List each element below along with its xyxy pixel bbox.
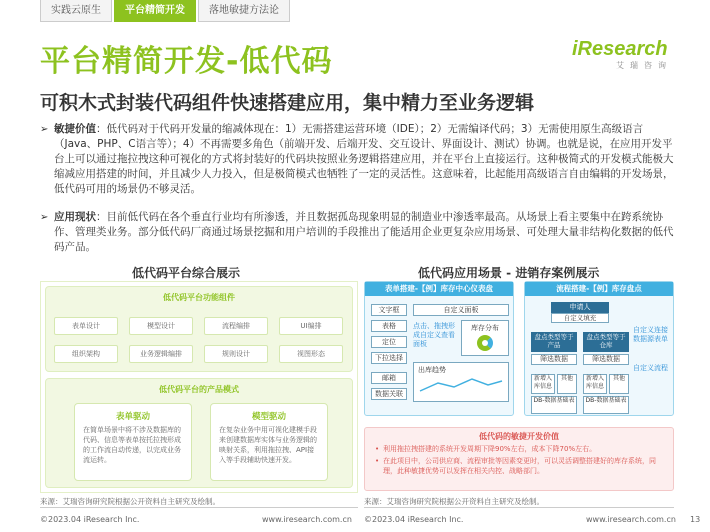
component-cell: 模型设计 [129, 317, 193, 335]
custom-panel-label: 自定义面板 [413, 304, 509, 316]
widget-item: 文字框 [371, 304, 407, 316]
form-scenario-head: 表单搭建-【例】库存中心仪表盘 [365, 282, 513, 296]
right-section-title: 低代码应用场景 - 进销存案例展示 [418, 266, 600, 280]
agile-value-head: 低代码的敏捷开发价值 [479, 432, 559, 441]
paragraph-status [40, 210, 674, 255]
other-node: 其他 [557, 374, 577, 394]
process-scenario [524, 281, 674, 416]
form-scenario [364, 281, 514, 416]
new-inbound-node: 新增入库信息 [531, 374, 555, 394]
outbound-trend-card [413, 362, 509, 402]
component-cell: 流程编排 [204, 317, 268, 335]
component-cell: UI编排 [279, 317, 343, 335]
footer-url[interactable]: www.iresearch.com.cn [586, 515, 676, 524]
widget-item: 定位 [371, 336, 407, 348]
arrow-icon: ➢ [40, 124, 49, 135]
page-subtitle: 可积木式封装代码组件快速搭建应用，集中精力至业务逻辑 [40, 92, 535, 114]
type-warehouse-node: 盘点类型等于仓库 [583, 332, 629, 352]
component-cell: 业务逻辑编排 [129, 345, 193, 363]
para1-bold: 敏捷价值 [54, 123, 96, 135]
footer-copyright: ©2023.04 iResearch Inc. [364, 515, 464, 524]
db-node: DB-数据基础表 [583, 396, 629, 414]
drag-note: 点击、拖拽形成自定义查看面板 [413, 322, 455, 348]
mode-desc: 在复杂业务中用可视化建模手段来创建数据库实体与业务逻辑的映射关系，利用拖拉拽、API接入等手段辅助快速开发。 [219, 426, 317, 464]
para2-bold: 应用现状 [54, 211, 96, 223]
left-source: 来源：艾瑞咨询研究院根据公开资料自主研究及绘制。 [40, 497, 220, 506]
component-cell: 组织架构 [54, 345, 118, 363]
arrow-icon: ➢ [40, 212, 49, 223]
footer-url[interactable]: www.iresearch.com.cn [262, 515, 352, 524]
product-modes-head: 低代码平台的产品模式 [159, 385, 239, 394]
form-driven-mode [74, 403, 192, 481]
filter-node: 筛选数据 [531, 354, 577, 365]
scenario-panel [364, 281, 674, 493]
agile-value-box [364, 427, 674, 491]
process-note: 自定义流程 [633, 364, 668, 372]
model-driven-mode [210, 403, 328, 481]
trend-line-icon [418, 375, 504, 395]
filter-node: 筛选数据 [583, 354, 629, 365]
footer-divider [364, 507, 674, 508]
tab-cloud-native[interactable]: 实践云原生 [40, 0, 112, 22]
para1-text: ：低代码对于代码开发量的缩减体现在：1）无需搭建运营环境（IDE）；2）无需编译代码；3）无需使用原生高级语言（Java、PHP、C语言等）；4）不再需要多角色（前端开发、后端开发、交互设计、界面设计、测试）协调。也就是说，在应用开发平台上可以通过拖拉拽这种可视化的方式将封装好的代码块按照业务逻辑搭建应用，并在平台上直接运行。这种极简式的开发模式能极大缩减应用搭建的时间，并且减少人力投入，但是极简模式也牺牲了一定的灵活性。这意味着，比起能用高级语言自由编辑的开发场景，低代码可用的场景仍不够灵活。 [54, 123, 674, 195]
type-product-node: 盘点类型等于产品 [531, 332, 577, 352]
tab-agile[interactable]: 落地敏捷方法论 [198, 0, 290, 22]
iresearch-logo [572, 38, 672, 78]
paragraph-agile-value [40, 122, 674, 197]
mode-title: 模型驱动 [251, 412, 286, 422]
product-modes-box [45, 378, 353, 488]
page-number: 13 [690, 515, 701, 524]
process-scenario-head: 流程搭建-【例】库存盘点 [525, 282, 673, 296]
agile-value-item: • 在此项目中，公司供应商、流程审批等因素变更时，可以灵活调整搭建好的库存系统，同理，此种敏捷优势可以发挥在相关内控、战略部门。 [365, 454, 673, 476]
mode-title: 表单驱动 [115, 412, 150, 422]
component-cell: 表单设计 [54, 317, 118, 335]
db-node: DB-数据基础表 [531, 396, 577, 414]
widget-item: 邮箱 [371, 372, 407, 384]
left-section-title: 低代码平台综合展示 [132, 266, 241, 280]
footer-divider [40, 507, 358, 508]
function-components-head: 低代码平台功能组件 [163, 293, 235, 302]
inventory-distribution-card [461, 320, 509, 356]
outbound-trend-label: 出库趋势 [418, 366, 446, 374]
agile-value-item: • 利用拖拉拽搭建的系统开发周期下降90%左右，成本下降70%左右。 [365, 442, 673, 454]
tab-lean-dev[interactable]: 平台精简开发 [114, 0, 196, 22]
other-node: 其他 [609, 374, 629, 394]
component-cell: 视图形态 [279, 345, 343, 363]
inventory-distribution-label: 库存分布 [471, 324, 499, 332]
donut-chart-icon [477, 335, 493, 351]
component-cell: 规则设计 [204, 345, 268, 363]
right-source: 来源：艾瑞咨询研究院根据公开资料自主研究及绘制。 [364, 497, 544, 506]
page-title: 平台精简开发-低代码 [40, 44, 333, 79]
widget-item: 数据关联 [371, 388, 407, 400]
logo-brand: iResearch [572, 38, 668, 60]
applicant-node: 申请人 [551, 302, 609, 313]
logo-sub: 艾瑞咨询 [616, 61, 672, 70]
function-components-box [45, 286, 353, 372]
new-inbound-node: 新增入库信息 [583, 374, 607, 394]
para2-text: ：目前低代码在各个垂直行业均有所渗透，并且数据孤岛现象明显的制造业中渗透率最高。从场景上看主要集中在跨系统协作、管理类业务。部分低代码厂商通过场景挖掘和用户培训的手段推出了能适用企业更复杂应用场景、可处理大量非结构化数据的低代码产品。 [54, 211, 674, 253]
footer-copyright: ©2023.04 iResearch Inc. [40, 515, 140, 524]
custom-fill-node: 自定义填充 [551, 313, 609, 323]
widget-item: 表格 [371, 320, 407, 332]
mode-desc: 在简单场景中将不涉及数据库的代码、信息等表单按托拉拽形成的工作流自动传递，以完成业务流运转。 [83, 426, 181, 464]
widget-item: 下拉选择 [371, 352, 407, 364]
tab-bar [40, 0, 292, 22]
datasource-note: 自定义连接数据源表单 [633, 326, 668, 343]
platform-overview-panel [40, 281, 358, 493]
